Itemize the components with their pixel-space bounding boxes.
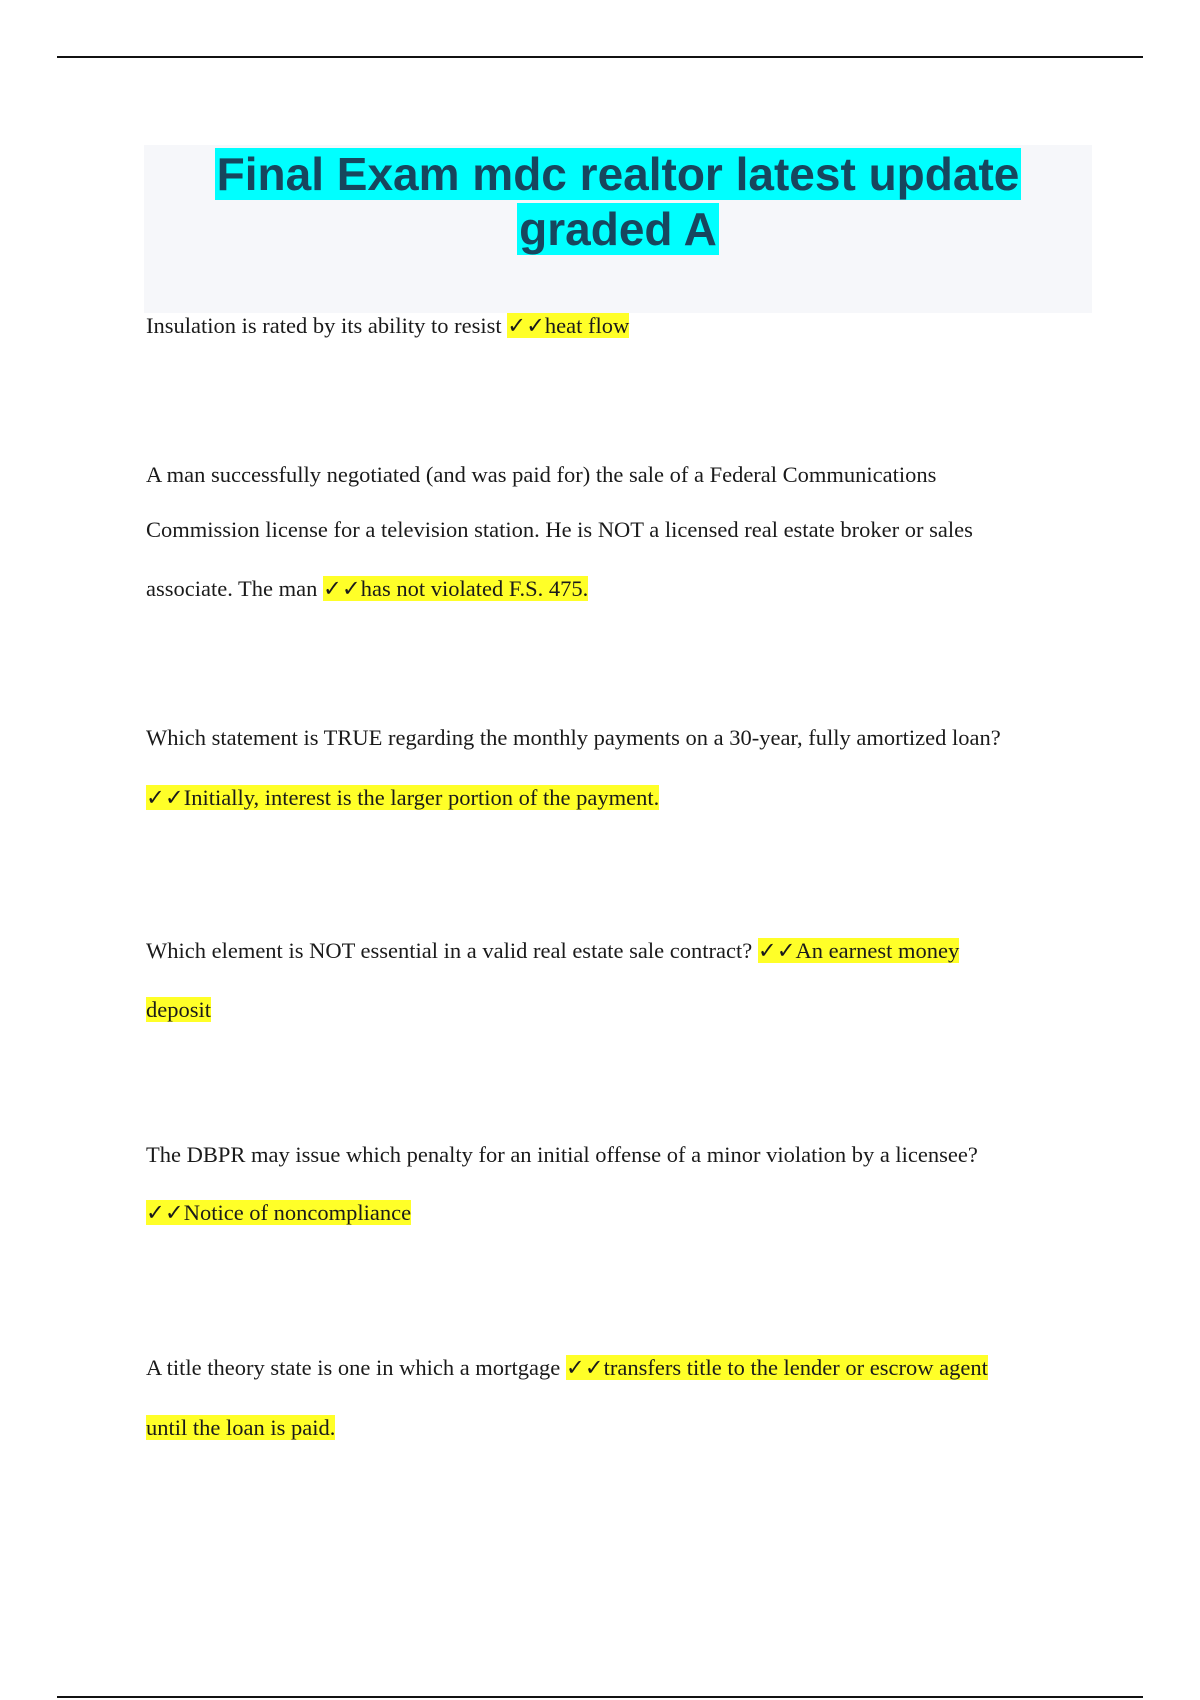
question-line xyxy=(146,1200,411,1226)
question-text: The DBPR may issue which penalty for an initial offense of a minor violation by a licensee? xyxy=(146,1142,978,1167)
question-text: Commission license for a television station. He is NOT a licensed real estate broker or sales xyxy=(146,517,973,542)
header-rule xyxy=(57,56,1143,58)
footer-rule xyxy=(57,1696,1143,1698)
question-text: Insulation is rated by its ability to resist xyxy=(146,313,508,338)
title-line-2: graded A xyxy=(519,203,717,255)
question-text: Which statement is TRUE regarding the monthly payments on a 30-year, fully amortized loan? xyxy=(146,725,1001,750)
answer-text: ✓✓heat flow xyxy=(507,313,630,338)
question-line xyxy=(146,576,588,602)
question-text: A title theory state is one in which a mortgage xyxy=(146,1355,566,1380)
answer-text: ✓✓An earnest money xyxy=(757,938,960,963)
answer-text: ✓✓has not violated F.S. 475. xyxy=(323,576,589,601)
question-line xyxy=(146,313,629,339)
question-text: Which element is NOT essential in a valid real estate sale contract? xyxy=(146,938,758,963)
question-text: associate. The man xyxy=(146,576,324,601)
question-line xyxy=(146,1415,335,1441)
page-title xyxy=(144,147,1092,257)
question-text: A man successfully negotiated (and was paid for) the sale of a Federal Communications xyxy=(146,462,937,487)
answer-text: ✓✓Notice of noncompliance xyxy=(146,1200,412,1225)
title-block xyxy=(144,145,1092,313)
title-line-1: Final Exam mdc realtor latest update xyxy=(216,148,1020,200)
answer-text: ✓✓Initially, interest is the larger portion of the payment. xyxy=(146,785,660,810)
answer-text: ✓✓transfers title to the lender or escrow agent xyxy=(565,1355,988,1380)
question-line xyxy=(146,1355,988,1381)
answer-text: deposit xyxy=(146,997,211,1022)
question-line xyxy=(146,997,211,1023)
answer-text: until the loan is paid. xyxy=(146,1415,336,1440)
question-line xyxy=(146,785,659,811)
question-line xyxy=(146,938,959,964)
